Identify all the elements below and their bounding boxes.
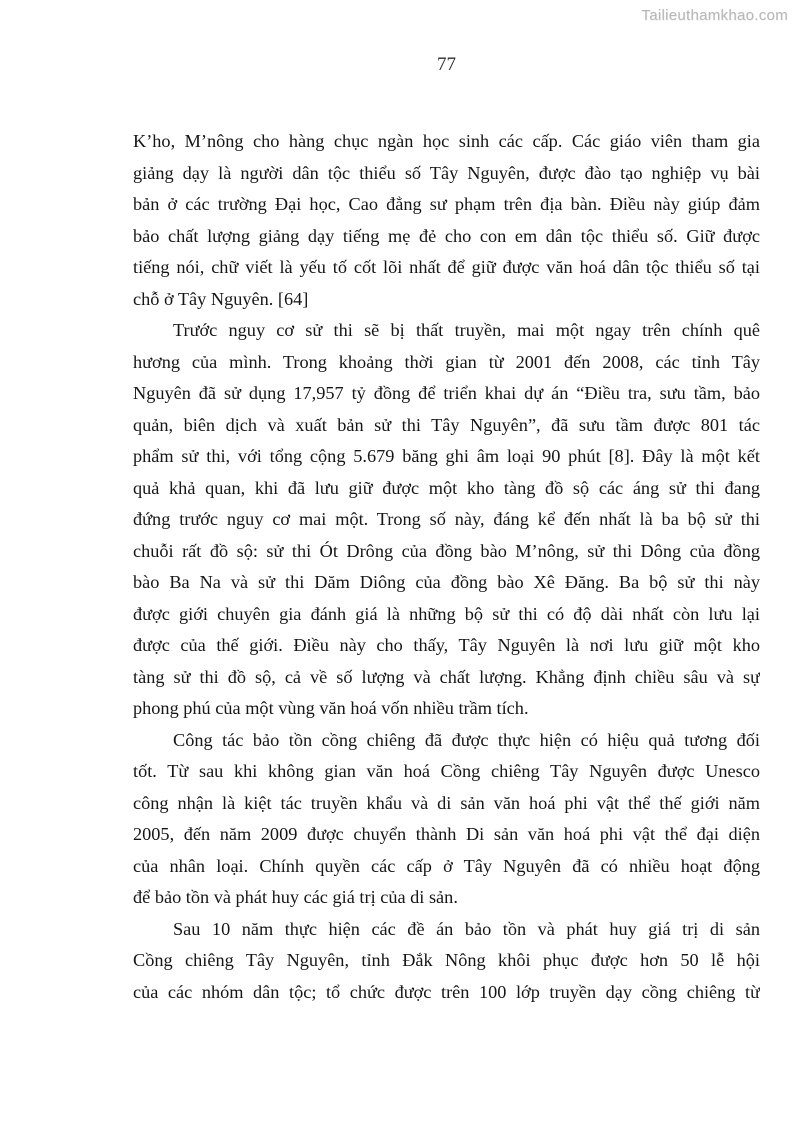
text-line: bản ở các trường Đại học, Cao đẳng sư phạm trên địa bàn. Điều này giúp đảm — [133, 194, 760, 214]
text-line: tốt. Từ sau khi không gian văn hoá Cồng chiêng Tây Nguyên được Unesco — [133, 761, 760, 781]
text-line: tàng sử thi đồ sộ, cả về số lượng và chất lượng. Khẳng định chiều sâu và sự — [133, 666, 760, 687]
text-line: Cồng chiêng Tây Nguyên, tỉnh Đắk Nông khôi phục được hơn 50 lễ hội — [133, 950, 760, 970]
paragraph — [133, 725, 760, 914]
text-line: được giới chuyên gia đánh giá là những bộ sử thi có độ dài nhất còn lưu lại — [133, 603, 760, 624]
site-watermark: Tailieuthamkhao.com — [641, 7, 788, 24]
text-line: chỗ ở Tây Nguyên. [64] — [133, 288, 309, 309]
text-line: phẩm sử thi, với tổng cộng 5.679 băng ghi âm loại 90 phút [8]. Đây là một kết — [133, 446, 760, 466]
text-line: bào Ba Na và sử thi Dăm Diông của đồng bào Xê Đăng. Ba bộ sử thi này — [133, 572, 760, 592]
text-line: chuỗi rất đồ sộ: sử thi Ót Drông của đồng bào M’nông, sử thi Dông của đồng — [133, 540, 760, 561]
paragraph — [133, 126, 760, 315]
text-line: Nguyên đã sử dụng 17,957 tỷ đồng để triển khai dự án “Điều tra, sưu tầm, bảo — [133, 383, 760, 403]
paragraph — [133, 315, 760, 725]
text-line: Sau 10 năm thực hiện các đề án bảo tồn và phát huy giá trị di sản — [173, 918, 760, 939]
text-line: tiếng nói, chữ viết là yếu tố cốt lõi nhất để giữ được văn hoá dân tộc thiểu số tại — [133, 257, 760, 277]
text-line: của các nhóm dân tộc; tổ chức được trên 100 lớp truyền dạy cồng chiêng từ — [133, 981, 760, 1002]
text-line: được của thế giới. Điều này cho thấy, Tây Nguyên là nơi lưu giữ một kho — [133, 635, 760, 655]
text-line: để bảo tồn và phát huy các giá trị của di sản. — [133, 887, 458, 907]
page-number-row — [133, 54, 760, 76]
text-line: Công tác bảo tồn cồng chiêng đã được thực hiện có hiệu quả tương đối — [173, 729, 760, 750]
text-line: Trước nguy cơ sử thi sẽ bị thất truyền, mai một ngay trên chính quê — [173, 320, 760, 340]
page-number: 77 — [437, 54, 456, 75]
text-line: quản, biên dịch và xuất bản sử thi Tây Nguyên”, đã sưu tầm được 801 tác — [133, 414, 760, 435]
text-line: phong phú của một vùng văn hoá vốn nhiều trầm tích. — [133, 698, 529, 718]
text-line: đứng trước nguy cơ mai một. Trong số này, đáng kể đến nhất là ba bộ sử thi — [133, 509, 760, 529]
text-line: quả khả quan, khi đã lưu giữ được một kho tàng đồ sộ các áng sử thi đang — [133, 477, 760, 498]
text-line: giảng dạy là người dân tộc thiểu số Tây Nguyên, được đào tạo nghiệp vụ bài — [133, 162, 760, 183]
text-line: hương của mình. Trong khoảng thời gian từ 2001 đến 2008, các tỉnh Tây — [133, 351, 760, 372]
paragraph — [133, 914, 760, 1009]
text-line: 2005, đến năm 2009 được chuyển thành Di sản văn hoá phi vật thể đại diện — [133, 824, 760, 844]
text-line: của nhân loại. Chính quyền các cấp ở Tây Nguyên đã có nhiều hoạt động — [133, 855, 760, 876]
text-line: bảo chất lượng giảng dạy tiếng mẹ đẻ cho con em dân tộc thiểu số. Giữ được — [133, 225, 760, 246]
text-line: công nhận là kiệt tác truyền khẩu và di sản văn hoá phi vật thể thế giới năm — [133, 792, 760, 813]
text-line: K’ho, M’nông cho hàng chục ngàn học sinh các cấp. Các giáo viên tham gia — [133, 131, 760, 151]
body-text — [133, 126, 760, 1008]
